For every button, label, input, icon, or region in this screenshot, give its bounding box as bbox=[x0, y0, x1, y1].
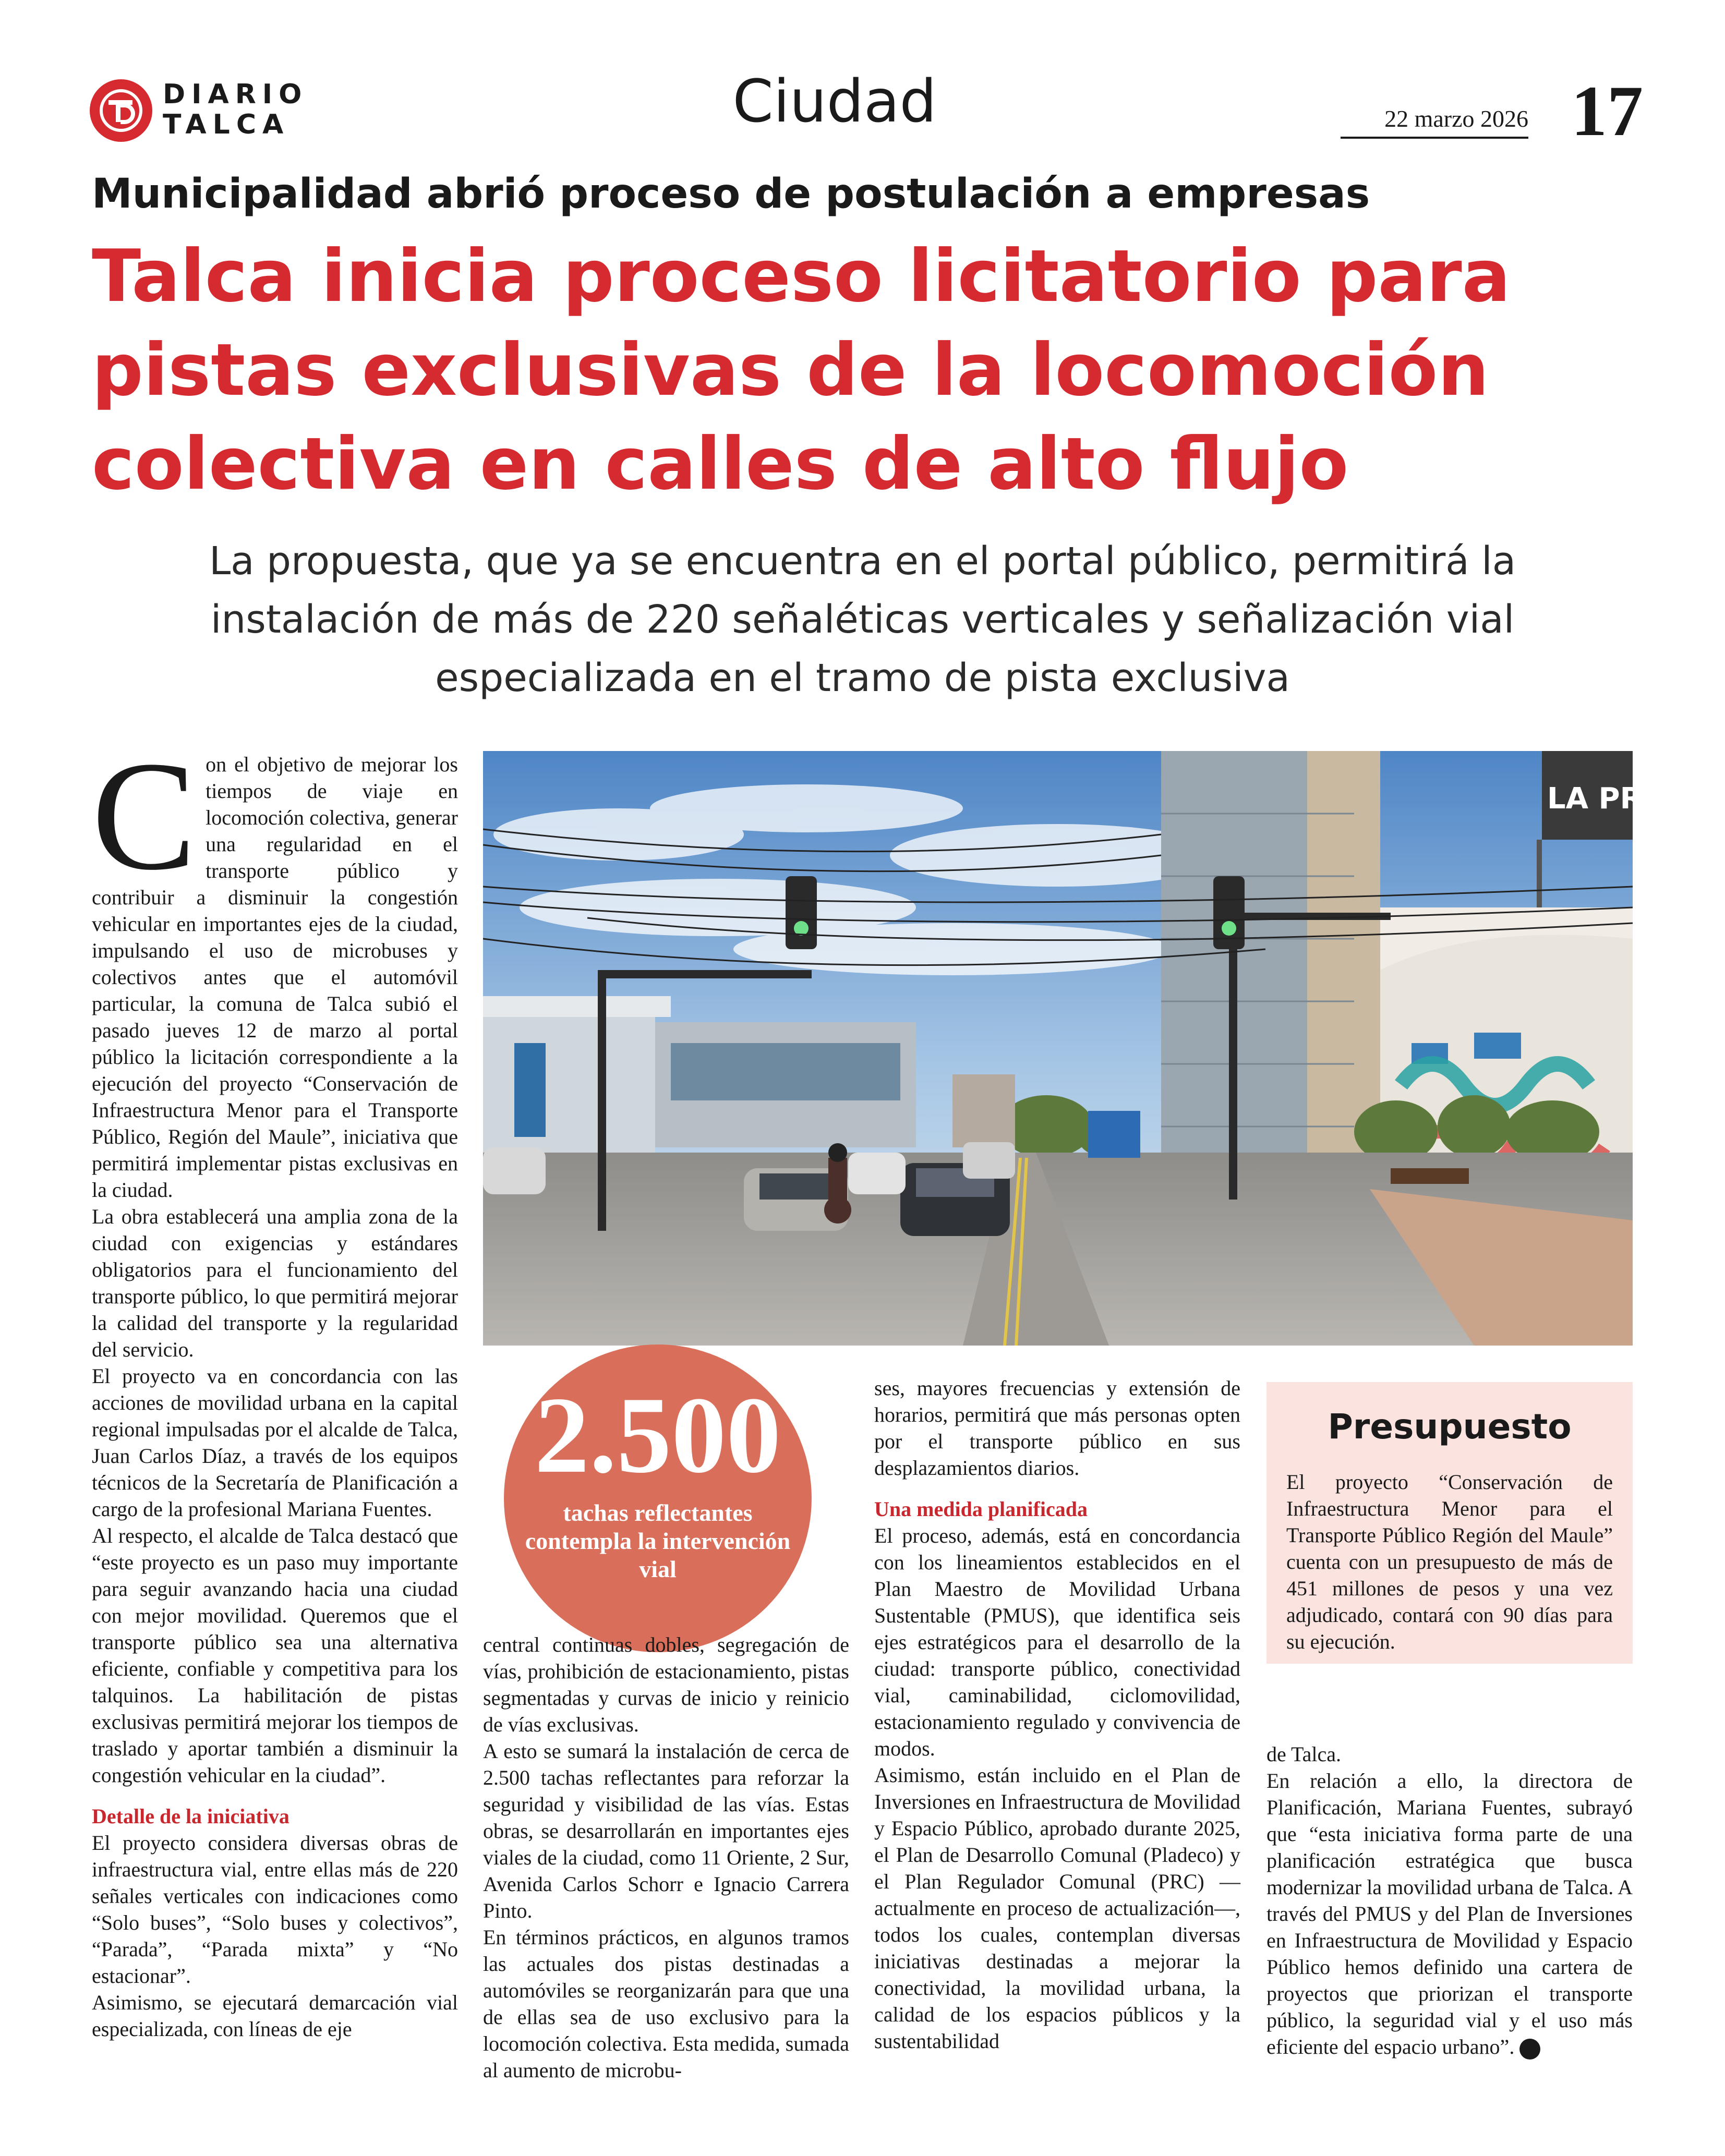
subheading-medida: Una medida planificada bbox=[874, 1497, 1088, 1521]
brand-line-talca: TALCA bbox=[163, 109, 290, 140]
paragraph: La obra establecerá una amplia zona de la ciudad con exigencias y estándares obligatorios para el funcionamiento del transporte público, lo que permitirá mejorar la calidad del transporte y la regularidad del servicio. bbox=[92, 1205, 458, 1361]
issue-date: 22 marzo 2026 bbox=[1341, 104, 1528, 139]
headline-line: pistas exclusivas de la locomoción bbox=[92, 328, 1489, 412]
article-deck bbox=[92, 532, 1633, 707]
deck-line: instalación de más de 220 señaléticas verticales y señalización vial bbox=[210, 597, 1515, 642]
article-headline bbox=[92, 229, 1657, 511]
brand-name bbox=[163, 79, 308, 140]
paragraph bbox=[1266, 1767, 1633, 2060]
street-intersection-photo bbox=[483, 751, 1643, 1346]
article-column-4 bbox=[1266, 1741, 1633, 2060]
deck-line: especializada en el tramo de pista exclusiva bbox=[435, 656, 1290, 700]
paragraph: El proceso, además, está en concordancia con los lineamientos establecidos en el Plan Maestro de Movilidad Urbana Sustentable (PMUS), que identifica seis ejes estratégicos para el desarrollo de la ciudad: transporte público, conectividad vial, caminabilidad, ciclomovilidad, estacionamiento regulado y convivencia de modos. bbox=[874, 1524, 1240, 1760]
stat-value: 2.500 bbox=[534, 1375, 781, 1496]
section-title: Ciudad bbox=[732, 68, 937, 136]
stat-label: tachas reflectantes contempla la intervención vial bbox=[525, 1499, 791, 1582]
sidebar-text: El proyecto “Conservación de Infraestructura Menor para el Transporte Público Región del Maule” cuenta con un presupuesto de más de 451 millones de pesos y una vez adjudicado, contará con 90 días para su ejecución. bbox=[1286, 1470, 1613, 1653]
headline-line: colectiva en calles de alto flujo bbox=[92, 422, 1349, 506]
paragraph: El proyecto considera diversas obras de infraestructura vial, entre ellas más de 220 señales verticales con indicaciones como “Solo buses”, “Solo buses y colectivos”, “Parada”, “Parada mixta” y “No estacionar”. bbox=[92, 1831, 458, 1988]
end-of-article-icon bbox=[1519, 2039, 1540, 2060]
article-column-1 bbox=[92, 729, 458, 2042]
page-number: 17 bbox=[1571, 71, 1643, 151]
article-kicker: Municipalidad abrió proceso de postulación a empresas bbox=[92, 171, 1370, 217]
subheading-detalle: Detalle de la iniciativa bbox=[92, 1804, 289, 1828]
paragraph: ses, mayores frecuencias y extensión de horarios, permitirá que más personas opten por el transporte público en sus desplazamientos diarios. bbox=[874, 1376, 1240, 1480]
article-column-2 bbox=[483, 1631, 849, 2084]
paragraph: Asimismo, están incluido en el Plan de Inversiones en Infraestructura de Movilidad y Espacio Público, aprobado durante 2025, el Plan de Desarrollo Comunal (Pladeco) y el Plan Regulador Comunal (PRC) —actualmente en proceso de actualización—, todos los cuales, contemplan diversas iniciativas destinadas a mejorar la conectividad, la movilidad urbana, la calidad de los espacios públicos y la sustentabilidad bbox=[874, 1763, 1240, 2053]
deck-line: La propuesta, que ya se encuentra en el portal público, permitirá la bbox=[209, 539, 1516, 584]
paragraph-text: En relación a ello, la directora de Planificación, Mariana Fuentes, subrayó que “esta iniciativa forma parte de una planificación estratégica que busca modernizar la movilidad urbana de Talca. A través del PMUS y del Plan de Inversiones en Infraestructura de Movilidad y Espacio Público hemos definido una cartera de proyectos que priorizan el transporte público, la seguridad vial y el uso más eficiente del espacio urbano”. bbox=[1266, 1769, 1633, 2058]
paragraph: Asimismo, se ejecutará demarcación vial especializada, con líneas de eje bbox=[92, 1991, 458, 2041]
sidebar-title: Presupuesto bbox=[1328, 1407, 1572, 1447]
stat-circle bbox=[504, 1345, 812, 1652]
paragraph: central continuas dobles, segregación de vías, prohibición de estacionamiento, pistas segmentadas y curvas de inicio y reinicio de vías exclusivas. bbox=[483, 1633, 849, 1736]
headline-line: Talca inicia proceso licitatorio para bbox=[92, 234, 1511, 318]
budget-sidebar bbox=[1266, 1382, 1633, 1664]
paragraph: El proyecto va en concordancia con las acciones de movilidad urbana en la capital regional impulsadas por el alcalde de Talca, Juan Carlos Díaz, a través de los equipos técnicos de la Secretaría de Planificación a cargo de la profesional Mariana Fuentes. bbox=[92, 1364, 458, 1521]
diario-talca-logo-icon bbox=[90, 79, 152, 142]
brand-line-diario: DIARIO bbox=[163, 79, 308, 110]
paragraph: de Talca. bbox=[1266, 1742, 1342, 1766]
paragraph: A esto se sumará la instalación de cerca de 2.500 tachas reflectantes para reforzar la seguridad y visibilidad de las vías. Estas obras, se desarrollarán en importantes ejes viales de la ciudad, como 11 Oriente, 2 Sur, Avenida Carlos Schorr e Ignacio Carrera Pinto. bbox=[483, 1739, 849, 1922]
article-column-3 bbox=[874, 1375, 1240, 2054]
billboard-text: LA PR bbox=[1547, 782, 1643, 816]
paragraph-text: on el objetivo de mejorar los tiempos de viaje en locomoción colectiva, generar una regularidad en el transporte público y contribuir a disminuir la congestión vehicular en importantes ejes de la ciudad, impulsando el uso de microbuses y colectivos antes que el automóvil particular, la comuna de Talca subió el pasado jueves 12 de marzo al portal público la licitación correspondiente a la ejecución del proyecto “Conservación de Infraestructura Menor para el Transporte Público, Región del Maule”, iniciativa que permitirá implementar pistas exclusivas en la ciudad. bbox=[92, 753, 458, 1202]
paragraph bbox=[92, 729, 458, 1203]
drop-cap: C bbox=[92, 729, 197, 902]
paragraph: Al respecto, el alcalde de Talca destacó que “este proyecto es un paso muy importante para seguir avanzando hacia una ciudad con mejor movilidad. Queremos que el transporte público sea una alternativa eficiente, confiable y competitiva para los talquinos. La habilitación de pistas exclusivas permitirá mejorar los tiempos de traslado y aportar también a disminuir la congestión vehicular en la ciudad”. bbox=[92, 1524, 458, 1787]
paragraph: En términos prácticos, en algunos tramos las actuales dos pistas destinadas a automóviles se reorganizarán para que una de ellas sea de uso exclusivo para la locomoción colectiva. Esta medida, sumada al aumento de microbu- bbox=[483, 1925, 849, 2082]
